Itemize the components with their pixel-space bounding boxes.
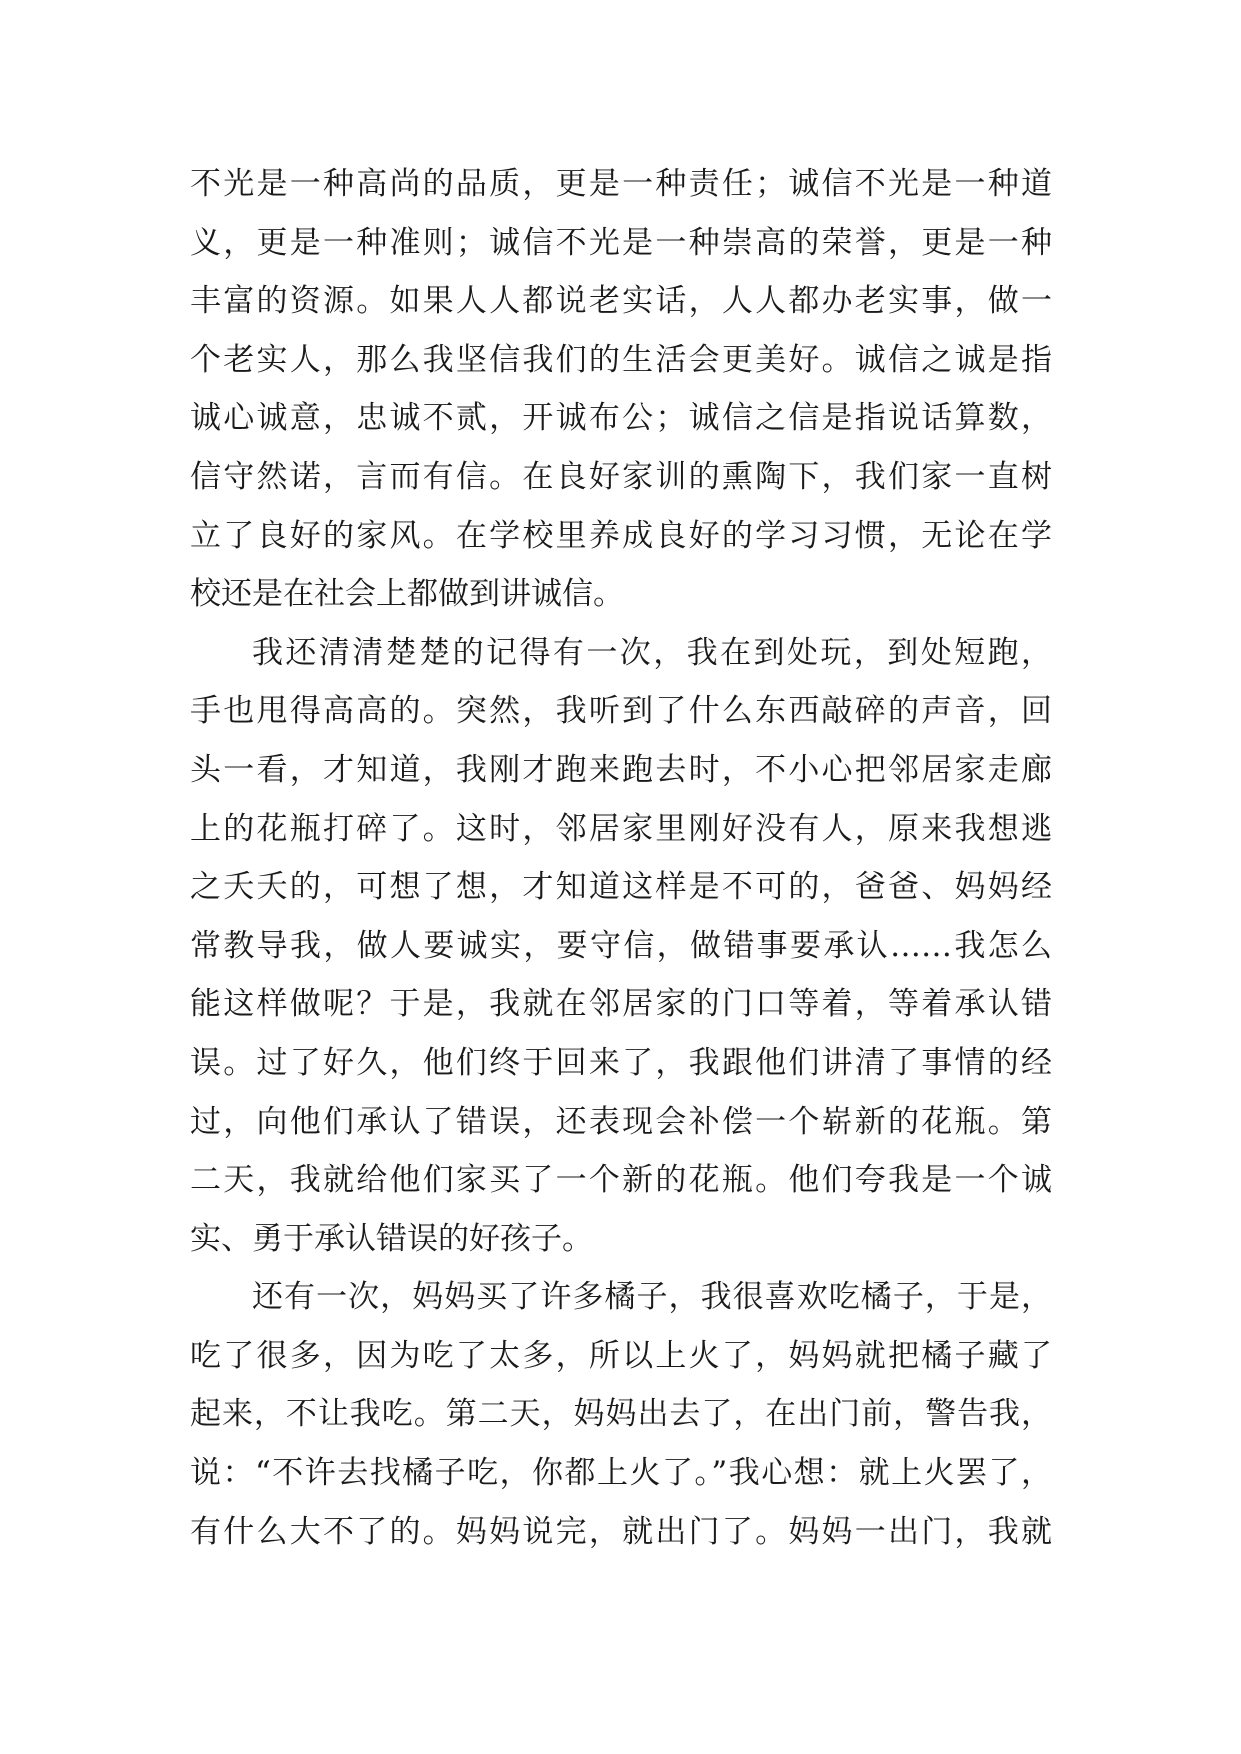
- text-line: 过，向他们承认了错误，还表现会补偿一个崭新的花瓶。第: [190, 1103, 1052, 1140]
- text-line: 能这样做呢？于是，我就在邻居家的门口等着，等着承认错: [190, 986, 1052, 1023]
- text-line: 丰富的资源。如果人人都说老实话，人人都办老实事，做一: [190, 283, 1052, 320]
- text-line: 信守然诺，言而有信。在良好家训的熏陶下，我们家一直树: [190, 458, 1052, 495]
- text-line: 说：“不许去找橘子吃，你都上火了。”我心想：就上火罢了，: [190, 1455, 1052, 1492]
- text-line: 立了良好的家风。在学校里养成良好的学习习惯，无论在学: [190, 517, 1052, 554]
- text-line: 手也甩得高高的。突然，我听到了什么东西敲碎的声音，回: [190, 693, 1052, 730]
- text-line: 吃了很多，因为吃了太多，所以上火了，妈妈就把橘子藏了: [190, 1337, 1052, 1374]
- text-line: 二天，我就给他们家买了一个新的花瓶。他们夸我是一个诚: [190, 1162, 1052, 1199]
- text-line: 常教导我，做人要诚实，要守信，做错事要承认……我怎么: [190, 927, 1052, 964]
- text-line: 个老实人，那么我坚信我们的生活会更美好。诚信之诚是指: [190, 341, 1052, 378]
- text-line: 上的花瓶打碎了。这时，邻居家里刚好没有人，原来我想逃: [190, 810, 1052, 847]
- text-line: 我还清清楚楚的记得有一次，我在到处玩，到处短跑，: [252, 634, 1052, 671]
- text-line: 误。过了好久，他们终于回来了，我跟他们讲清了事情的经: [190, 1044, 1052, 1081]
- text-line: 之夭夭的，可想了想，才知道这样是不可的，爸爸、妈妈经: [190, 869, 1052, 906]
- text-line: 义，更是一种准则；诚信不光是一种崇高的荣誉，更是一种: [190, 224, 1052, 261]
- text-line: 头一看，才知道，我刚才跑来跑去时，不小心把邻居家走廊: [190, 751, 1052, 788]
- body-text: [190, 155, 1052, 1561]
- text-line: 起来，不让我吃。第二天，妈妈出去了，在出门前，警告我，: [190, 1396, 1052, 1433]
- text-line: 还有一次，妈妈买了许多橘子，我很喜欢吃橘子，于是，: [252, 1279, 1052, 1316]
- text-line: 有什么大不了的。妈妈说完，就出门了。妈妈一出门，我就: [190, 1513, 1052, 1550]
- text-line: 实、勇于承认错误的好孩子。: [190, 1220, 593, 1257]
- text-line: 诚心诚意，忠诚不贰，开诚布公；诚信之信是指说话算数，: [190, 400, 1052, 437]
- text-line: 校还是在社会上都做到讲诚信。: [190, 576, 624, 613]
- text-line: 不光是一种高尚的品质，更是一种责任；诚信不光是一种道: [190, 166, 1052, 202]
